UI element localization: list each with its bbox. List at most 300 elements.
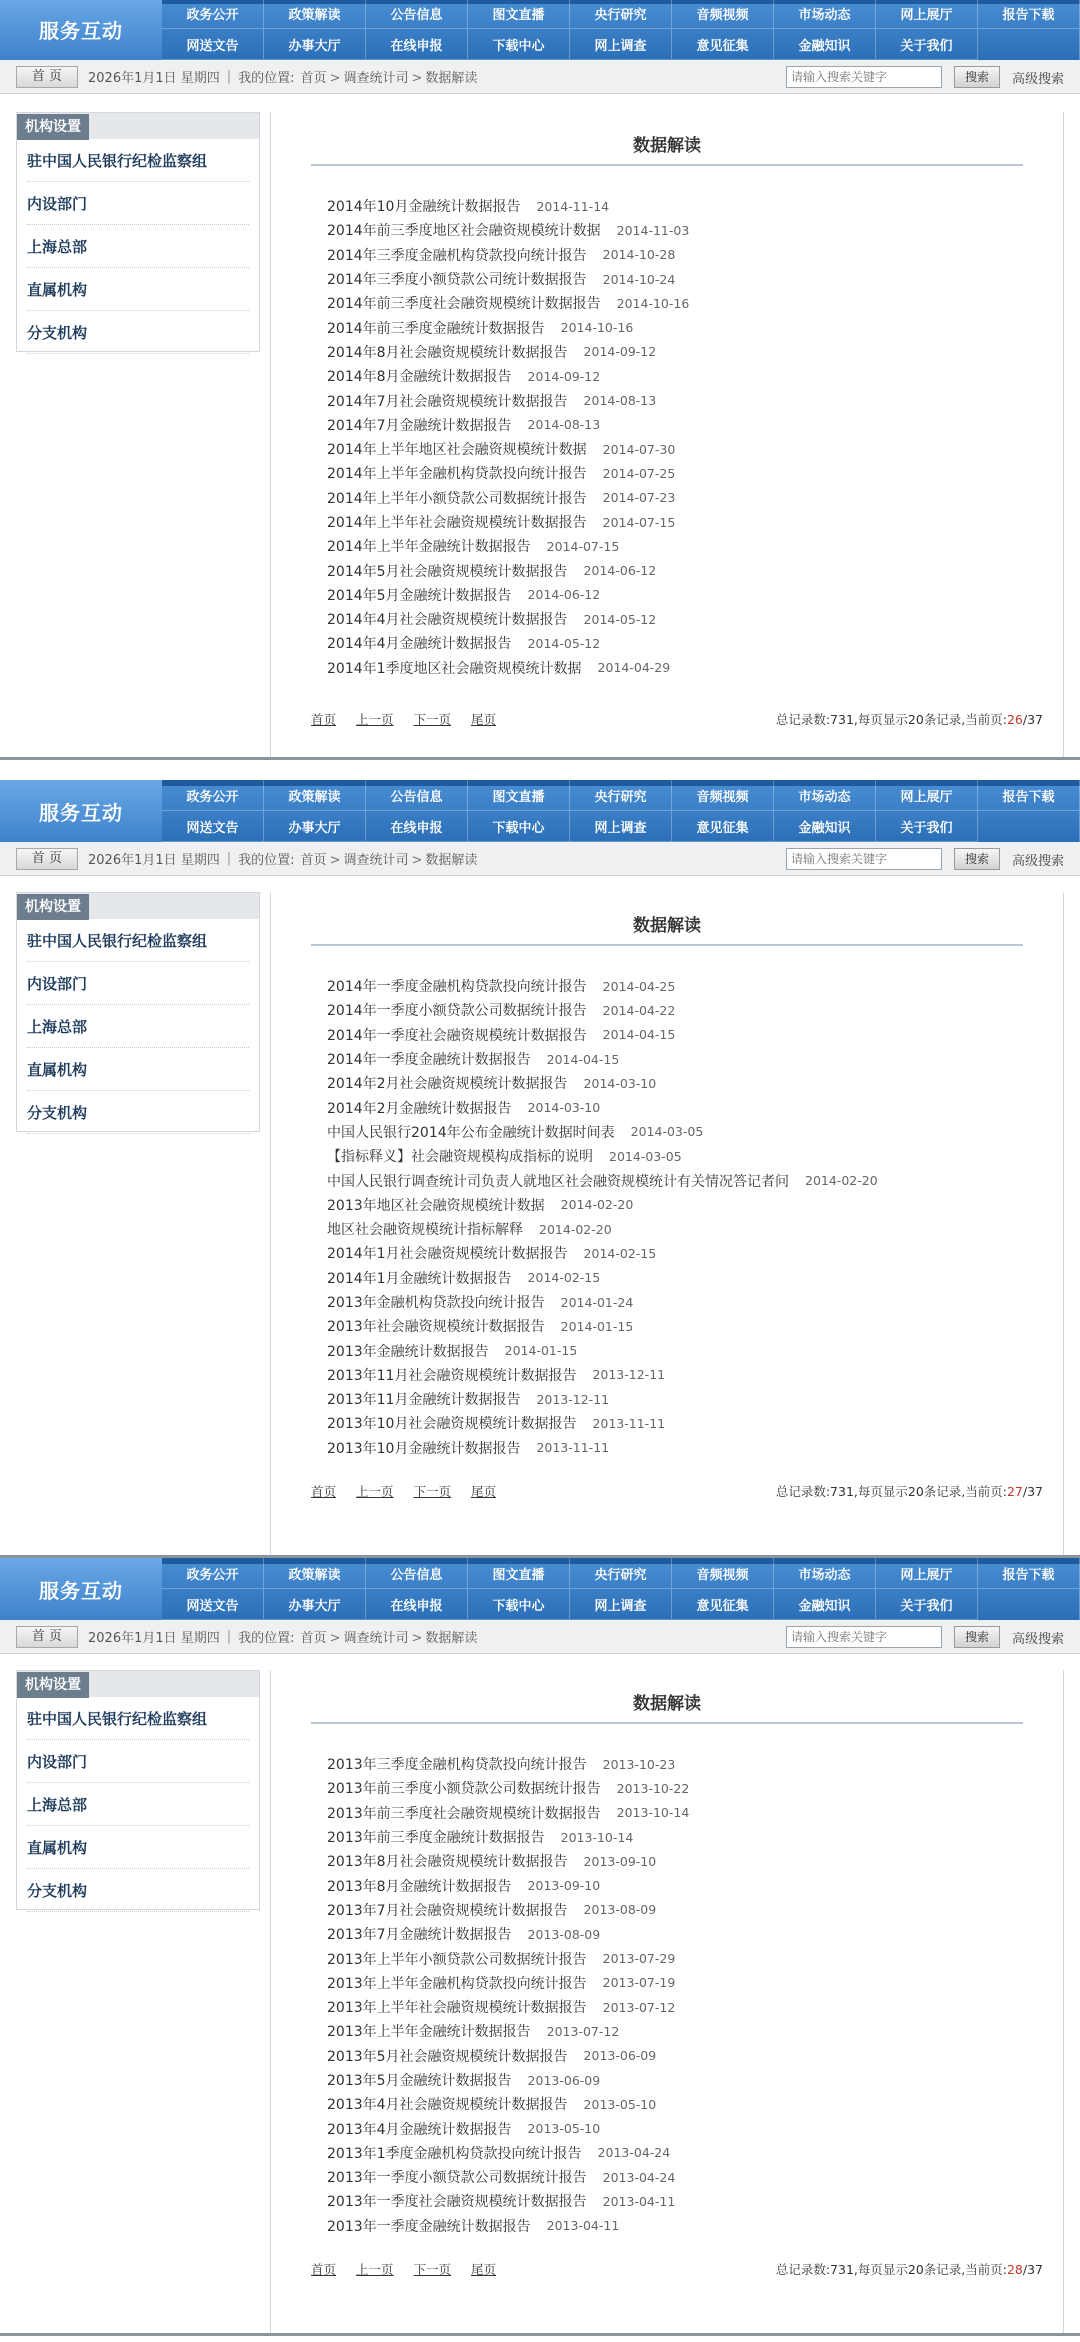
- page-title: 数据解读: [311, 126, 1023, 166]
- nav-item[interactable]: 金融知识: [774, 1589, 876, 1620]
- article-link[interactable]: 2014年7月金融统计数据报告: [327, 417, 512, 434]
- nav-menu: [162, 1558, 1080, 1620]
- article-date: 2013-06-09: [527, 2072, 601, 2088]
- article-list: [327, 194, 1043, 680]
- article-list: [327, 1752, 1043, 2238]
- list-item: [327, 1217, 1043, 1241]
- info-bar: [0, 842, 1080, 876]
- current-date: 2026年1月1日 星期四: [88, 1631, 220, 1646]
- nav-item[interactable]: 音频视频: [672, 0, 774, 29]
- nav-item[interactable]: 意见征集: [672, 1589, 774, 1620]
- article-link[interactable]: 2014年7月社会融资规模统计数据报告: [327, 393, 568, 410]
- article-link[interactable]: 2013年4月金融统计数据报告: [327, 2121, 512, 2138]
- search-button[interactable]: 搜索: [954, 66, 1000, 88]
- nav-item[interactable]: 央行研究: [570, 780, 672, 811]
- first-page-link[interactable]: 首页: [311, 1484, 337, 1499]
- search-button[interactable]: 搜索: [954, 1626, 1000, 1648]
- list-item: [327, 1363, 1043, 1387]
- article-date: 2013-12-11: [536, 1391, 610, 1407]
- article-date: 2014-10-28: [602, 247, 676, 263]
- article-link[interactable]: 2013年前三季度金融统计数据报告: [327, 1830, 545, 1847]
- sidebar-item[interactable]: 分支机构: [27, 311, 249, 354]
- search-input[interactable]: [786, 66, 942, 88]
- next-page-link[interactable]: 下一页: [413, 712, 452, 727]
- list-item: [327, 340, 1043, 364]
- list-item: [327, 1338, 1043, 1362]
- article-link[interactable]: 2014年1月金融统计数据报告: [327, 1270, 512, 1287]
- sidebar-title: 机构设置: [17, 114, 89, 140]
- sidebar-header: [17, 893, 259, 919]
- nav-item[interactable]: 报告下载: [978, 1558, 1080, 1589]
- article-date: 2014-10-24: [602, 271, 676, 287]
- nav-item[interactable]: 政务公开: [162, 1558, 264, 1589]
- page-capture: [0, 0, 1080, 760]
- article-link[interactable]: 2013年7月金融统计数据报告: [327, 1927, 512, 1944]
- article-link[interactable]: 2013年一季度社会融资规模统计数据报告: [327, 2194, 587, 2211]
- nav-item[interactable]: 下载中心: [468, 811, 570, 842]
- nav-item[interactable]: 公告信息: [366, 0, 468, 29]
- article-date: 2014-04-15: [602, 1027, 676, 1043]
- article-date: 2013-10-14: [616, 1805, 690, 1821]
- record-stats: [776, 2260, 1043, 2278]
- article-date: 2014-07-30: [602, 441, 676, 457]
- article-date: 2013-05-10: [527, 2121, 601, 2137]
- nav-item[interactable]: 网上展厅: [876, 780, 978, 811]
- nav-item[interactable]: 网上展厅: [876, 0, 978, 29]
- total-pages: /37: [1022, 2262, 1043, 2277]
- last-page-link[interactable]: 尾页: [471, 1484, 497, 1499]
- article-link[interactable]: 2013年金融统计数据报告: [327, 1343, 489, 1360]
- nav-item[interactable]: 关于我们: [876, 29, 978, 60]
- pagination: [311, 2260, 1043, 2278]
- home-button[interactable]: 首 页: [16, 66, 78, 88]
- divider: |: [226, 69, 232, 84]
- list-item: [327, 1120, 1043, 1144]
- article-link[interactable]: 2013年金融机构贷款投向统计报告: [327, 1295, 545, 1311]
- top-navigation: [0, 1558, 1080, 1620]
- article-date: 2014-11-14: [536, 198, 610, 214]
- nav-item[interactable]: 报告下载: [978, 0, 1080, 29]
- list-item: [327, 1825, 1043, 1849]
- total-pages: /37: [1022, 712, 1043, 727]
- location-label: 我的位置:: [238, 71, 295, 86]
- nav-item[interactable]: 下载中心: [468, 1589, 570, 1620]
- info-bar: [0, 60, 1080, 94]
- next-page-link[interactable]: 下一页: [413, 1484, 452, 1499]
- top-navigation: [0, 780, 1080, 842]
- prev-page-link[interactable]: 上一页: [356, 1484, 394, 1499]
- current-page-number: 26: [1006, 712, 1023, 727]
- list-item: [327, 413, 1043, 437]
- advanced-search-link[interactable]: 高级搜索: [1011, 853, 1064, 869]
- sidebar-header: [17, 1671, 259, 1697]
- breadcrumb-item[interactable]: 首页: [300, 853, 327, 868]
- breadcrumb-separator: >: [329, 853, 341, 868]
- article-link[interactable]: 2014年一季度社会融资规模统计数据报告: [327, 1027, 587, 1044]
- article-link[interactable]: 2013年上半年金融机构贷款投向统计报告: [327, 1975, 587, 1992]
- list-item: [327, 1193, 1043, 1217]
- nav-item[interactable]: 公告信息: [366, 1558, 468, 1589]
- list-item: [327, 1801, 1043, 1825]
- nav-item[interactable]: 图文直播: [468, 1558, 570, 1589]
- article-date: 2013-04-24: [602, 2169, 676, 2185]
- nav-item[interactable]: 市场动态: [774, 780, 876, 811]
- nav-item[interactable]: 政策解读: [264, 780, 366, 811]
- list-item: [327, 194, 1043, 218]
- nav-item[interactable]: 图文直播: [468, 780, 570, 811]
- article-date: 2014-01-15: [560, 1318, 634, 1334]
- nav-item[interactable]: 办事大厅: [264, 29, 366, 60]
- list-item: [327, 388, 1043, 412]
- article-link[interactable]: 2013年三季度金融机构贷款投向统计报告: [327, 1757, 587, 1774]
- article-date: 2014-01-15: [504, 1343, 578, 1359]
- article-link[interactable]: 2013年前三季度小额贷款公司数据统计报告: [327, 1781, 601, 1798]
- breadcrumb-item[interactable]: 首页: [300, 1631, 327, 1646]
- nav-item[interactable]: 网上展厅: [876, 1558, 978, 1589]
- article-link[interactable]: 2014年上半年社会融资规模统计数据报告: [327, 515, 587, 531]
- article-date: 2013-08-09: [527, 1926, 601, 1942]
- article-date: 2014-04-15: [546, 1051, 620, 1067]
- list-item: [327, 2019, 1043, 2043]
- article-date: 2014-04-25: [602, 978, 676, 994]
- nav-item[interactable]: 网送文告: [162, 29, 264, 60]
- article-link[interactable]: 2013年8月社会融资规模统计数据报告: [327, 1854, 568, 1871]
- article-date: 2013-05-10: [583, 2096, 657, 2112]
- list-item: [327, 1387, 1043, 1411]
- main-content: [270, 112, 1064, 760]
- article-date: 2014-06-12: [527, 587, 601, 603]
- article-link[interactable]: 2014年2月金融统计数据报告: [327, 1100, 512, 1117]
- list-item: [327, 267, 1043, 291]
- list-item: [327, 2214, 1043, 2238]
- article-date: 2014-10-16: [560, 320, 634, 336]
- first-page-link[interactable]: 首页: [311, 2262, 337, 2277]
- sidebar-item[interactable]: 驻中国人民银行纪检监察组: [27, 919, 249, 962]
- nav-item[interactable]: 央行研究: [570, 1558, 672, 1589]
- list-item: [327, 1047, 1043, 1071]
- sidebar-item[interactable]: 驻中国人民银行纪检监察组: [27, 1697, 249, 1740]
- search-button[interactable]: 搜索: [954, 848, 1000, 870]
- sidebar-item[interactable]: 分支机构: [27, 1869, 249, 1912]
- page-capture: [0, 1558, 1080, 2336]
- page-title: 数据解读: [311, 1684, 1023, 1724]
- article-link[interactable]: 2013年前三季度社会融资规模统计数据报告: [327, 1805, 601, 1822]
- article-date: 2014-11-03: [616, 222, 690, 238]
- article-link[interactable]: 2013年上半年小额贷款公司数据统计报告: [327, 1951, 587, 1968]
- nav-item[interactable]: 网上调查: [570, 811, 672, 842]
- brand-label[interactable]: 服务互动: [0, 780, 162, 842]
- brand-label[interactable]: 服务互动: [0, 1558, 162, 1620]
- article-date: 2014-06-12: [583, 563, 657, 579]
- article-link[interactable]: 2014年5月社会融资规模统计数据报告: [327, 563, 568, 580]
- nav-item[interactable]: 网送文告: [162, 811, 264, 842]
- nav-empty-cell: [978, 29, 1080, 60]
- stats-text: 总记录数:731,每页显示20条记录,当前页:: [775, 2262, 1007, 2277]
- nav-item[interactable]: 下载中心: [468, 29, 570, 60]
- article-date: 2013-04-24: [597, 2145, 671, 2161]
- article-link[interactable]: 【指标释义】社会融资规模构成指标的说明: [327, 1149, 593, 1166]
- article-date: 2014-09-12: [583, 344, 657, 360]
- nav-item[interactable]: 政务公开: [162, 780, 264, 811]
- article-link[interactable]: 2014年1季度地区社会融资规模统计数据: [327, 660, 582, 677]
- nav-item[interactable]: 公告信息: [366, 780, 468, 811]
- article-link[interactable]: 2014年前三季度地区社会融资规模统计数据: [327, 223, 601, 240]
- article-link[interactable]: 中国人民银行调查统计司负责人就地区社会融资规模统计有关情况答记者问: [327, 1173, 789, 1190]
- article-link[interactable]: 2014年前三季度社会融资规模统计数据报告: [327, 296, 601, 313]
- pagination: [311, 710, 1043, 728]
- article-link[interactable]: 2013年地区社会融资规模统计数据: [327, 1197, 545, 1214]
- article-link[interactable]: 2013年10月社会融资规模统计数据报告: [327, 1416, 577, 1433]
- article-link[interactable]: 2013年5月金融统计数据报告: [327, 2073, 512, 2089]
- article-date: 2013-06-09: [583, 2048, 657, 2064]
- sidebar-item[interactable]: 直属机构: [27, 1826, 249, 1869]
- sidebar-item[interactable]: 直属机构: [27, 268, 249, 311]
- top-navigation: [0, 0, 1080, 60]
- bottom-rule: [0, 757, 1080, 760]
- page-capture: [0, 780, 1080, 1558]
- nav-item[interactable]: 意见征集: [672, 29, 774, 60]
- nav-item[interactable]: 报告下载: [978, 780, 1080, 811]
- brand-label[interactable]: 服务互动: [0, 0, 162, 60]
- list-item: [327, 218, 1043, 242]
- article-date: 2014-03-05: [609, 1148, 682, 1164]
- sidebar-item[interactable]: 内设部门: [27, 1740, 249, 1783]
- breadcrumb-item: 数据解读: [425, 853, 478, 868]
- article-link[interactable]: 2014年4月社会融资规模统计数据报告: [327, 612, 568, 629]
- article-link[interactable]: 2014年上半年金融机构贷款投向统计报告: [327, 466, 587, 483]
- nav-item[interactable]: 网上调查: [570, 29, 672, 60]
- article-link[interactable]: 中国人民银行2014年公布金融统计数据时间表: [327, 1124, 615, 1141]
- article-date: 2014-02-20: [560, 1197, 634, 1213]
- stats-text: 总记录数:731,每页显示20条记录,当前页:: [775, 712, 1007, 727]
- list-item: [327, 1144, 1043, 1168]
- first-page-link[interactable]: 首页: [311, 712, 337, 727]
- sidebar-item[interactable]: 直属机构: [27, 1048, 249, 1091]
- article-date: 2013-08-09: [583, 1902, 657, 1918]
- nav-item[interactable]: 市场动态: [774, 1558, 876, 1589]
- last-page-link[interactable]: 尾页: [471, 2262, 497, 2277]
- article-date: 2014-02-20: [805, 1173, 878, 1189]
- article-date: 2014-03-05: [630, 1124, 704, 1140]
- sidebar-item[interactable]: 内设部门: [27, 962, 249, 1005]
- article-link[interactable]: 2014年10月金融统计数据报告: [327, 199, 521, 216]
- article-link[interactable]: 地区社会融资规模统计指标解释: [327, 1222, 523, 1239]
- sidebar: [16, 112, 260, 352]
- article-link[interactable]: 2013年8月金融统计数据报告: [327, 1878, 512, 1895]
- list-item: [327, 1436, 1043, 1460]
- home-button[interactable]: 首 页: [16, 1626, 78, 1648]
- article-date: 2013-04-11: [546, 2218, 620, 2234]
- article-link[interactable]: 2013年上半年社会融资规模统计数据报告: [327, 2000, 587, 2017]
- sidebar-title: 机构设置: [17, 894, 89, 920]
- sidebar-item[interactable]: 内设部门: [27, 182, 249, 225]
- list-item: [327, 461, 1043, 485]
- sidebar: [16, 892, 260, 1132]
- nav-item[interactable]: 政策解读: [264, 1558, 366, 1589]
- list-item: [327, 534, 1043, 558]
- article-link[interactable]: 2013年7月社会融资规模统计数据报告: [327, 1902, 568, 1919]
- article-link[interactable]: 2013年一季度小额贷款公司数据统计报告: [327, 2170, 587, 2187]
- list-item: [327, 656, 1043, 680]
- list-item: [327, 1411, 1043, 1435]
- article-link[interactable]: 2013年1季度金融机构贷款投向统计报告: [327, 2145, 582, 2162]
- list-item: [327, 1290, 1043, 1314]
- bottom-rule: [0, 2333, 1080, 2336]
- article-date: 2014-07-15: [602, 514, 676, 530]
- page-title: 数据解读: [311, 906, 1023, 946]
- current-page-number: 27: [1006, 1484, 1023, 1499]
- list-item: [327, 1095, 1043, 1119]
- article-link[interactable]: 2014年一季度小额贷款公司数据统计报告: [327, 1003, 587, 1020]
- article-link[interactable]: 2014年一季度金融机构贷款投向统计报告: [327, 979, 587, 996]
- prev-page-link[interactable]: 上一页: [356, 2262, 394, 2277]
- search-area: [786, 66, 1064, 88]
- list-item: [327, 583, 1043, 607]
- article-link[interactable]: 2014年三季度金融机构贷款投向统计报告: [327, 247, 587, 264]
- article-link[interactable]: 2013年10月金融统计数据报告: [327, 1440, 521, 1457]
- prev-page-link[interactable]: 上一页: [356, 712, 394, 727]
- nav-item[interactable]: 意见征集: [672, 811, 774, 842]
- article-link[interactable]: 2014年前三季度金融统计数据报告: [327, 320, 545, 337]
- article-list: [327, 974, 1043, 1460]
- breadcrumb: [301, 849, 478, 868]
- advanced-search-link[interactable]: 高级搜索: [1011, 1631, 1064, 1647]
- nav-item[interactable]: 在线申报: [366, 811, 468, 842]
- nav-item[interactable]: 在线申报: [366, 29, 468, 60]
- nav-item[interactable]: 市场动态: [774, 0, 876, 29]
- article-date: 2013-09-10: [527, 1878, 601, 1894]
- article-link[interactable]: 2013年5月社会融资规模统计数据报告: [327, 2048, 568, 2065]
- list-item: [327, 315, 1043, 339]
- nav-empty-cell: [978, 1589, 1080, 1620]
- article-date: 2014-07-25: [602, 465, 676, 481]
- article-link[interactable]: 2014年4月金融统计数据报告: [327, 636, 512, 653]
- last-page-link[interactable]: 尾页: [471, 712, 497, 727]
- article-link[interactable]: 2014年5月金融统计数据报告: [327, 587, 512, 604]
- article-date: 2013-10-22: [616, 1780, 690, 1796]
- current-date: 2026年1月1日 星期四: [88, 71, 220, 86]
- search-area: [786, 848, 1064, 870]
- nav-item[interactable]: 图文直播: [468, 0, 570, 29]
- nav-item[interactable]: 办事大厅: [264, 811, 366, 842]
- search-input[interactable]: [786, 1626, 942, 1648]
- article-date: 2014-04-22: [602, 1002, 676, 1018]
- list-item: [327, 1898, 1043, 1922]
- breadcrumb-item[interactable]: 调查统计司: [343, 1631, 409, 1646]
- article-date: 2014-07-15: [546, 538, 620, 554]
- list-item: [327, 631, 1043, 655]
- next-page-link[interactable]: 下一页: [413, 2262, 452, 2277]
- nav-item[interactable]: 政策解读: [264, 0, 366, 29]
- article-link[interactable]: 2014年2月社会融资规模统计数据报告: [327, 1076, 568, 1093]
- article-link[interactable]: 2013年社会融资规模统计数据报告: [327, 1319, 545, 1336]
- article-date: 2014-05-12: [527, 635, 601, 651]
- list-item: [327, 2044, 1043, 2068]
- article-date: 2014-02-15: [527, 1270, 601, 1286]
- nav-item[interactable]: 金融知识: [774, 29, 876, 60]
- breadcrumb-item[interactable]: 首页: [300, 71, 327, 86]
- nav-item[interactable]: 关于我们: [876, 1589, 978, 1620]
- article-date: 2014-07-23: [602, 490, 676, 506]
- nav-item[interactable]: 在线申报: [366, 1589, 468, 1620]
- breadcrumb-item[interactable]: 调查统计司: [343, 71, 409, 86]
- article-link[interactable]: 2014年三季度小额贷款公司统计数据报告: [327, 272, 587, 289]
- article-link[interactable]: 2013年11月社会融资规模统计数据报告: [327, 1367, 577, 1384]
- list-item: [327, 1314, 1043, 1338]
- list-item: [327, 1071, 1043, 1095]
- breadcrumb-item[interactable]: 调查统计司: [343, 853, 409, 868]
- list-item: [327, 2092, 1043, 2116]
- nav-item[interactable]: 央行研究: [570, 0, 672, 29]
- article-date: 2014-09-12: [527, 368, 601, 384]
- nav-item[interactable]: 政务公开: [162, 0, 264, 29]
- sidebar-item[interactable]: 上海总部: [27, 1783, 249, 1826]
- list-item: [327, 1776, 1043, 1800]
- total-pages: /37: [1022, 1484, 1043, 1499]
- article-link[interactable]: 2014年上半年小额贷款公司数据统计报告: [327, 490, 587, 507]
- article-link[interactable]: 2014年8月社会融资规模统计数据报告: [327, 344, 568, 361]
- list-item: [327, 1023, 1043, 1047]
- divider: |: [226, 851, 232, 866]
- article-link[interactable]: 2013年4月社会融资规模统计数据报告: [327, 2097, 568, 2114]
- nav-item[interactable]: 音频视频: [672, 780, 774, 811]
- article-link[interactable]: 2013年一季度金融统计数据报告: [327, 2218, 531, 2235]
- article-link[interactable]: 2014年一季度金融统计数据报告: [327, 1052, 531, 1069]
- nav-item[interactable]: 关于我们: [876, 811, 978, 842]
- search-area: [786, 1626, 1064, 1648]
- article-link[interactable]: 2013年11月金融统计数据报告: [327, 1392, 521, 1409]
- pagination: [311, 1482, 1043, 1500]
- article-link[interactable]: 2013年上半年金融统计数据报告: [327, 2024, 531, 2041]
- list-item: [327, 1168, 1043, 1192]
- current-page-number: 28: [1006, 2262, 1023, 2277]
- list-item: [327, 2068, 1043, 2092]
- breadcrumb-separator: >: [329, 1631, 341, 1646]
- sidebar-item[interactable]: 分支机构: [27, 1091, 249, 1134]
- article-date: 2014-02-20: [539, 1221, 612, 1237]
- sidebar-header: [17, 113, 259, 139]
- article-date: 2013-07-12: [602, 1999, 676, 2015]
- nav-item[interactable]: 网上调查: [570, 1589, 672, 1620]
- nav-item[interactable]: 办事大厅: [264, 1589, 366, 1620]
- article-date: 2013-10-14: [560, 1829, 634, 1845]
- article-date: 2013-04-11: [602, 2193, 676, 2209]
- record-stats: [776, 710, 1043, 728]
- article-link[interactable]: 2014年1月社会融资规模统计数据报告: [327, 1246, 568, 1263]
- location-label: 我的位置:: [238, 853, 295, 868]
- list-item: [327, 2189, 1043, 2213]
- nav-item[interactable]: 网送文告: [162, 1589, 264, 1620]
- nav-item[interactable]: 金融知识: [774, 811, 876, 842]
- home-button[interactable]: 首 页: [16, 848, 78, 870]
- list-item: [327, 974, 1043, 998]
- search-input[interactable]: [786, 848, 942, 870]
- nav-item[interactable]: 音频视频: [672, 1558, 774, 1589]
- breadcrumb-separator: >: [411, 71, 423, 86]
- article-link[interactable]: 2014年上半年金融统计数据报告: [327, 539, 531, 556]
- sidebar-item[interactable]: 上海总部: [27, 225, 249, 268]
- article-date: 2013-07-19: [602, 1975, 676, 1991]
- article-link[interactable]: 2014年上半年地区社会融资规模统计数据: [327, 442, 587, 459]
- sidebar-item[interactable]: 驻中国人民银行纪检监察组: [27, 139, 249, 182]
- article-link[interactable]: 2014年8月金融统计数据报告: [327, 369, 512, 386]
- article-date: 2014-02-15: [583, 1245, 657, 1261]
- advanced-search-link[interactable]: 高级搜索: [1011, 71, 1064, 87]
- stats-text: 总记录数:731,每页显示20条记录,当前页:: [775, 1484, 1007, 1499]
- article-date: 2013-10-23: [602, 1756, 676, 1772]
- article-date: 2014-04-29: [597, 660, 671, 676]
- sidebar-item[interactable]: 上海总部: [27, 1005, 249, 1048]
